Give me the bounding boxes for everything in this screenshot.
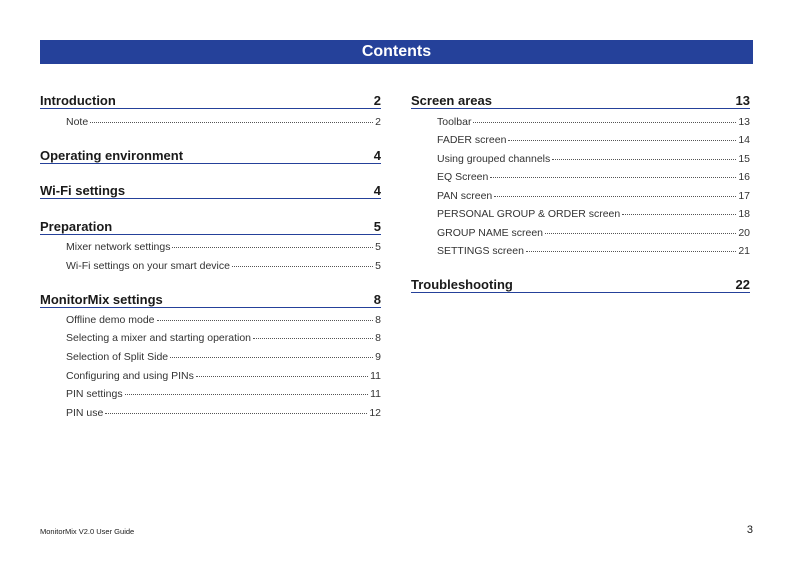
entry-label: Selection of Split Side [66, 351, 169, 363]
entry-page: 13 [738, 116, 750, 128]
section-label: MonitorMix settings [40, 292, 163, 307]
toc-section-operating-environment[interactable] [40, 147, 381, 164]
toc-section-introduction[interactable] [40, 92, 381, 109]
toc-entry-pan-screen[interactable] [437, 190, 750, 203]
entry-page: 2 [375, 116, 381, 128]
dot-leader [170, 356, 373, 358]
section-page: 8 [373, 292, 381, 307]
dot-leader [494, 195, 736, 197]
contents-banner [40, 40, 753, 64]
entry-page: 14 [738, 134, 750, 146]
entry-label: EQ Screen [437, 171, 489, 183]
toc-entry-selecting-mixer[interactable] [66, 332, 381, 345]
dot-leader [157, 319, 374, 321]
entry-page: 16 [738, 171, 750, 183]
dot-leader [196, 375, 368, 377]
toc-entry-settings-screen[interactable] [437, 245, 750, 258]
toc-entry-eq-screen[interactable] [437, 171, 750, 184]
dot-leader [253, 337, 373, 339]
entry-page: 11 [370, 388, 381, 400]
toc-section-preparation[interactable] [40, 218, 381, 235]
entry-label: Selecting a mixer and starting operation [66, 332, 252, 344]
entry-label: PIN settings [66, 388, 123, 400]
entry-page: 15 [738, 153, 750, 165]
entry-label: Mixer network settings [66, 241, 171, 253]
toc-entry-pin-settings[interactable] [66, 388, 381, 401]
section-page: 13 [735, 93, 750, 108]
dot-leader [526, 250, 736, 252]
entry-label: PERSONAL GROUP & ORDER screen [437, 208, 621, 220]
section-label: Preparation [40, 219, 113, 234]
entry-page: 8 [375, 314, 381, 326]
section-label: Troubleshooting [411, 277, 513, 292]
dot-leader [105, 412, 367, 414]
entry-page: 12 [369, 407, 381, 419]
section-label: Wi-Fi settings [40, 183, 126, 198]
toc-entry-note[interactable] [66, 116, 381, 129]
toc-entry-configuring-pins[interactable] [66, 370, 381, 383]
toc-entry-split-side[interactable] [66, 351, 381, 364]
dot-leader [125, 393, 368, 395]
toc-section-screen-areas[interactable] [411, 92, 750, 109]
section-label: Operating environment [40, 148, 184, 163]
dot-leader [545, 232, 736, 234]
toc-entry-toolbar[interactable] [437, 116, 750, 129]
toc-section-wifi-settings[interactable] [40, 182, 381, 199]
toc-entry-grouped-channels[interactable] [437, 153, 750, 166]
entry-label: GROUP NAME screen [437, 227, 543, 239]
entry-label: PAN screen [437, 190, 493, 202]
entry-label: FADER screen [437, 134, 507, 146]
entry-page: 9 [375, 351, 381, 363]
toc-entry-pin-use[interactable] [66, 407, 381, 420]
toc-entry-offline-demo-mode[interactable] [66, 314, 381, 327]
entry-label: Note [66, 116, 89, 128]
entry-page: 5 [375, 260, 381, 272]
footer-guide-title: MonitorMix V2.0 User Guide [40, 527, 135, 536]
toc-entry-fader-screen[interactable] [437, 134, 750, 147]
dot-leader [172, 246, 373, 248]
dot-leader [490, 176, 736, 178]
entry-label: Using grouped channels [437, 153, 551, 165]
section-label: Introduction [40, 93, 116, 108]
dot-leader [473, 121, 736, 123]
entry-page: 11 [370, 370, 381, 382]
entry-page: 5 [375, 241, 381, 253]
entry-label: PIN use [66, 407, 104, 419]
entry-page: 21 [738, 245, 750, 257]
section-page: 2 [373, 93, 381, 108]
entry-page: 20 [738, 227, 750, 239]
section-label: Screen areas [411, 93, 492, 108]
page-title: Contents [361, 43, 432, 60]
toc-entry-mixer-network-settings[interactable] [66, 241, 381, 254]
dot-leader [622, 213, 736, 215]
entry-label: Offline demo mode [66, 314, 155, 326]
section-page: 5 [373, 219, 381, 234]
dot-leader [90, 121, 373, 123]
toc-section-troubleshooting[interactable] [411, 276, 750, 293]
entry-page: 17 [738, 190, 750, 202]
toc-entry-group-name-screen[interactable] [437, 227, 750, 240]
entry-label: SETTINGS screen [437, 245, 524, 257]
entry-label: Wi-Fi settings on your smart device [66, 260, 230, 272]
toc-section-monitormix-settings[interactable] [40, 291, 381, 308]
section-page: 4 [373, 183, 381, 198]
dot-leader [508, 139, 736, 141]
section-page: 4 [373, 148, 381, 163]
dot-leader [232, 265, 373, 267]
entry-page: 8 [375, 332, 381, 344]
entry-page: 18 [738, 208, 750, 220]
footer-page-number: 3 [746, 524, 753, 536]
toc-entry-personal-group-order[interactable] [437, 208, 750, 221]
toc-entry-wifi-smart-device[interactable] [66, 260, 381, 273]
dot-leader [552, 158, 736, 160]
entry-label: Toolbar [437, 116, 472, 128]
section-page: 22 [735, 277, 750, 292]
entry-label: Configuring and using PINs [66, 370, 194, 382]
